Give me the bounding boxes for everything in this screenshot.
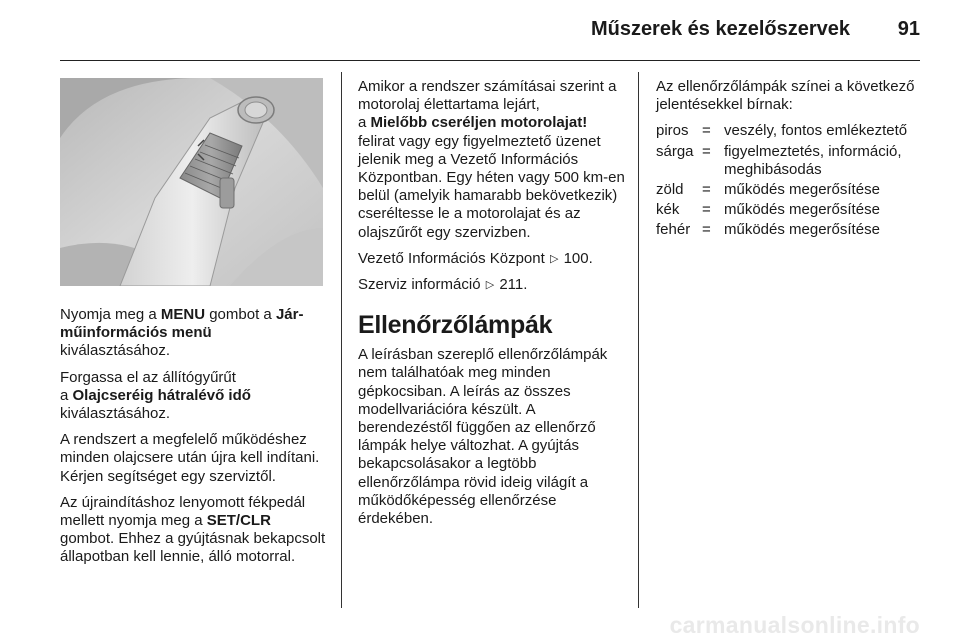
column-right: [656, 78, 931, 242]
color-eq: =: [702, 201, 711, 219]
color-desc: figyelmeztetés, információ, meghibásodás: [724, 142, 902, 178]
section-heading-warning-lamps: Ellenőrzőlámpák: [358, 311, 553, 340]
change-oil-message: Mielőbb cseréljen motorolajat!: [370, 114, 588, 132]
color-desc: működés megerősítése: [724, 201, 880, 219]
paragraph-color-intro: Az ellenőrzőlámpák színei a következő jelentésekkel bírnak:: [656, 78, 915, 114]
color-eq: =: [702, 142, 711, 160]
paragraph-warning-lamps: A leírásban szereplő ellenőrzőlámpák nem találhatóak meg minden gépkocsiban. A leírás az összes modellvariációra készült. A berendezéstől függően az ellenőrző lámpák helye változhat. A gyújtás bekapcsolásakor a legtöbb ellenőrzőlámpa rövid ideig világít a működőképesség ellenőrzése érdekében.: [358, 346, 608, 528]
paragraph-reset-info: A rendszert a megfelelő működéshez minden olajcsere után újra kell indítani. Kérjen segítséget egy szerviztől.: [60, 431, 320, 485]
column-left: [60, 306, 330, 575]
stalk-illustration: [60, 78, 323, 286]
stalk-photo: [60, 78, 323, 286]
paragraph-ring: Forgassa el az állítógyűrűt a Olajcseréig hátralévő idő kiválasztásához.: [60, 368, 251, 423]
color-desc: veszély, fontos emlékeztető: [724, 122, 908, 140]
color-eq: =: [702, 122, 711, 140]
color-name: zöld: [656, 181, 684, 199]
menu-term: MENU: [160, 306, 206, 323]
column-divider-1: [341, 72, 342, 608]
color-table-row: [656, 201, 931, 219]
color-table-row: [656, 181, 931, 199]
oil-change-remaining-term: Olajcseréig hátralévő idő: [72, 386, 251, 404]
page-header-title: Műszerek és kezelőszervek: [590, 18, 850, 40]
color-desc: működés megerősítése: [724, 181, 880, 199]
page-ref-arrow-icon: ▷: [485, 279, 495, 292]
paragraph-menu: Nyomja meg a MENU gombot a Járműinformációs menü kiválasztásához.: [60, 306, 304, 360]
color-name: kék: [656, 201, 680, 219]
vehicle-info-menu-term: Járműinformációs menü: [60, 306, 304, 342]
paragraph-oil-warning: Amikor a rendszer számításai szerint a motorolaj élettartama lejárt, a Mielőbb cseréljen motorolajat! felirat vagy egy figyelmeztető üzenet jelenik meg a Vezető Információs Központban. Egy héten vagy 500 km-en belül (amelyik hamarabb bekövetkezik) cseréltesse le a motorolajat és az olajszűrőt egy szervizben.: [358, 78, 625, 241]
paragraph-dic-ref: Vezető Információs Központ ▷ 100.: [358, 249, 593, 267]
color-name: fehér: [656, 221, 691, 239]
watermark: carmanualsonline.info: [669, 612, 920, 638]
color-eq: =: [702, 181, 711, 199]
color-name: sárga: [656, 142, 694, 160]
paragraph-service-ref: Szerviz információ ▷ 211.: [358, 276, 528, 294]
column-middle: [358, 78, 628, 536]
header-divider: [60, 60, 920, 61]
page-number: 91: [897, 18, 920, 40]
column-divider-2: [638, 72, 639, 608]
color-table-row: [656, 143, 931, 179]
lamp-color-table: [656, 122, 931, 239]
color-table-row: [656, 221, 931, 239]
paragraph-reset-procedure: Az újraindításhoz lenyomott fékpedál mellett nyomja meg a SET/CLR gombot. Ehhez a gyújtásnak bekapcsolt állapotban kell lennie, álló motorral.: [60, 493, 326, 566]
color-name: piros: [656, 122, 689, 140]
color-table-row: [656, 122, 931, 140]
set-clr-term: SET/CLR: [206, 512, 271, 530]
page-ref-arrow-icon: ▷: [549, 252, 559, 265]
color-eq: =: [702, 221, 711, 239]
color-desc: működés megerősítése: [724, 221, 880, 239]
